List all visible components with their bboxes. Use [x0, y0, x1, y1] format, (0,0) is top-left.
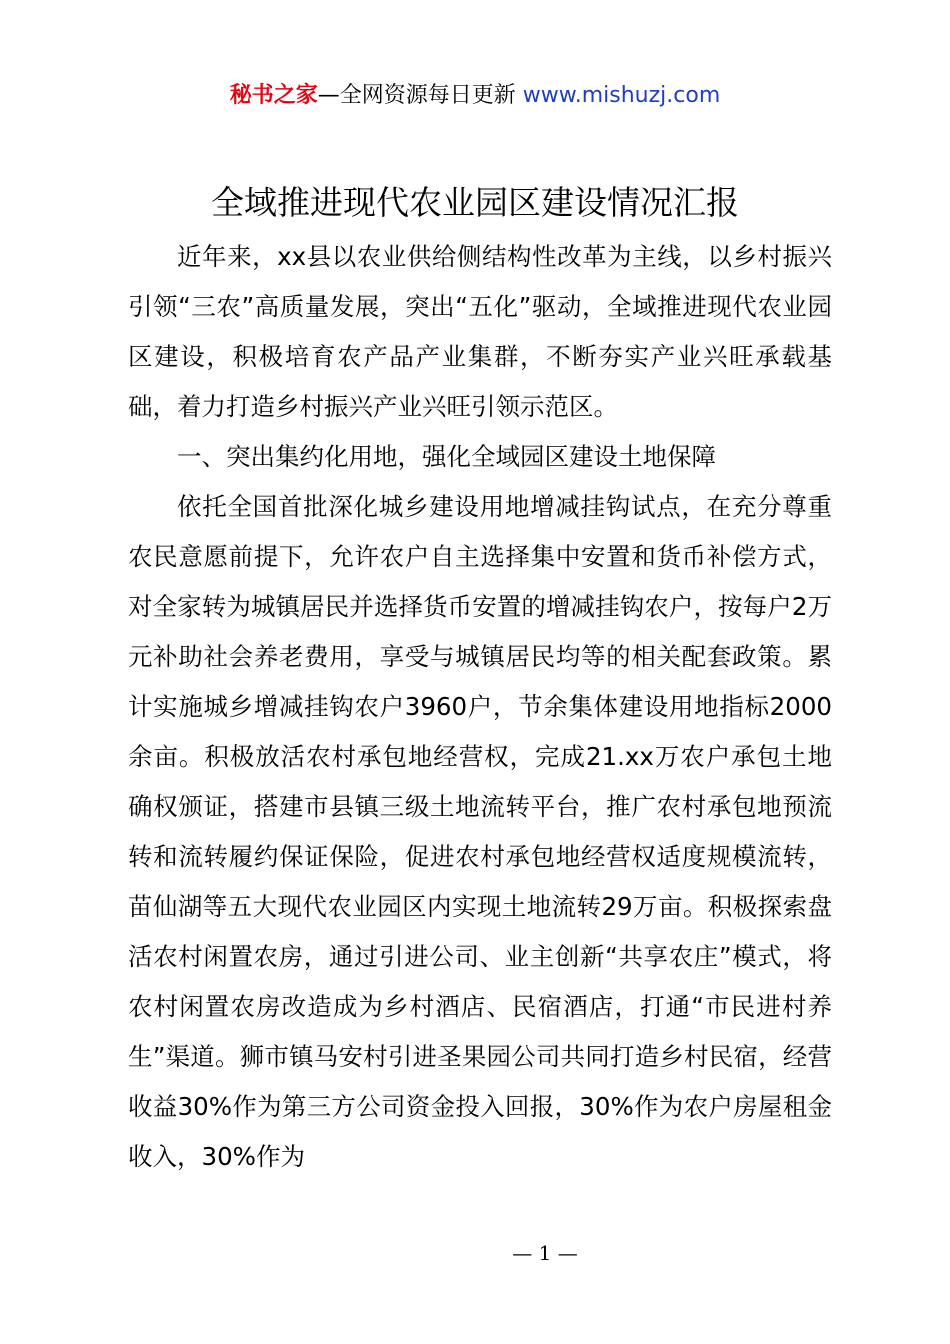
document-body — [128, 232, 832, 1182]
site-header — [0, 80, 950, 112]
site-url-link[interactable]: www.mishuzj.com — [522, 83, 721, 108]
document-title: 全域推进现代农业园区建设情况汇报 — [211, 183, 739, 222]
section-heading: 一、突出集约化用地，强化全域园区建设土地保障 — [177, 442, 716, 471]
site-tagline: —全网资源每日更新 — [317, 83, 523, 108]
site-brand: 秘书之家 — [229, 83, 318, 108]
page-number: — 1 — — [512, 1241, 578, 1265]
paragraph-intro: 近年来，xx县以农业供给侧结构性改革为主线，以乡村振兴引领“三农”高质量发展，突出“五化”驱动，全域推进现代农业园区建设，积极培育农产品产业集群，不断夯实产业兴旺承载基础，着力打造乡村振兴产业兴旺引领示范区。 — [128, 242, 832, 421]
paragraph-land: 依托全国首批深化城乡建设用地增减挂钩试点，在充分尊重农民意愿前提下，允许农户自主选择集中安置和货币补偿方式，对全家转为城镇居民并选择货币安置的增减挂钩农户，按每户2万元补助社会养老费用，享受与城镇居民均等的相关配套政策。累计实施城乡增减挂钩农户3960户，节余集体建设用地指标2000余亩。积极放活农村承包地经营权，完成21.xx万农户承包土地确权颁证，搭建市县镇三级土地流转平台，推广农村承包地预流转和流转履约保证保险，促进农村承包地经营权适度规模流转，苗仙湖等五大现代农业园区内实现土地流转29万亩。积极探索盘活农村闲置农房，通过引进公司、业主创新“共享农庄”模式，将农村闲置农房改造成为乡村酒店、民宿酒店，打通“市民进村养生”渠道。狮市镇马安村引进圣果园公司共同打造乡村民宿，经营收益30%作为第三方公司资金投入回报，30%作为农户房屋租金收入，30%作为 — [128, 492, 832, 1171]
